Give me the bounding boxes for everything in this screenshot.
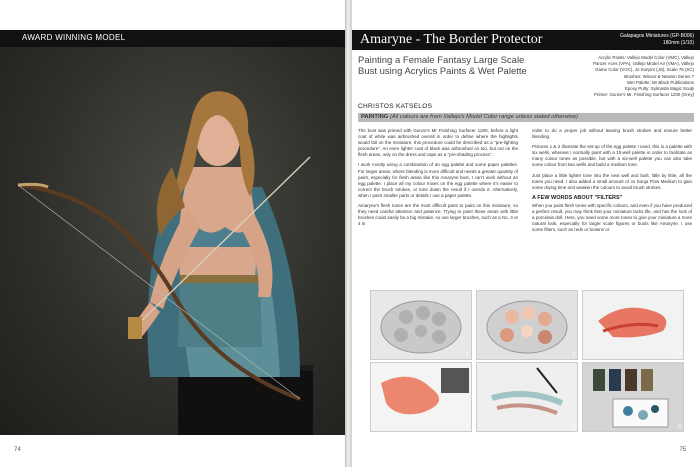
right-page: [352, 0, 700, 467]
bust-photo: [0, 47, 345, 435]
left-page: [0, 0, 345, 467]
materials-line: Acrylic Paints: Vallejo Model Color (VMC), Vallejo: [598, 55, 694, 60]
left-header-label: AWARD WINNING MODEL: [22, 33, 126, 42]
photo-number: 1: [466, 352, 469, 358]
materials-line: Epoxy Putty: Sylmasta Magic Sculp: [624, 86, 694, 92]
section-heading: [361, 114, 578, 120]
publisher-info: [620, 33, 694, 47]
section-bar: [358, 113, 694, 122]
paint-strokes-graphic: [371, 363, 471, 431]
paint-bottles-graphic: [583, 363, 683, 431]
photo-number: 3: [678, 352, 681, 358]
section-note: (All colours are from Vallejo's Model Color range unless stated otherwise): [389, 114, 578, 120]
body-paragraph: When you paint flesh tones with specific colours, and even if you have produced a perfect result, you may think that your miniature lacks life, and has the look of a porcelain doll. Here, you need some more tones to give your miniature a more natural look, especially for larger scale figures or busts like Amaryne. I use some filters, such as reds or browns or: [532, 202, 692, 233]
brush-blending-graphic: [477, 363, 577, 431]
photo-paint-strokes: [370, 362, 472, 432]
paint-swatch-graphic: [583, 291, 683, 359]
left-header-bar: [0, 30, 345, 47]
materials-list: [534, 55, 694, 98]
body-paragraph: order to do a proper job without leaving brush strokes and ensure better blending.: [532, 128, 692, 140]
photo-number: 2: [572, 352, 575, 358]
body-paragraph: Amaryne's flesh tones are the most difficult parts to paint on this miniature, so they need careful attention and patience. Trying to paint these areas with little brushes could easily be a big mistake, so use larger brushes, such as a No. 3 or 4 in: [358, 203, 518, 227]
materials-line: Primer: Gunze's Mr. Finishing Surfacer 1200 (Grey): [594, 92, 694, 98]
body-paragraph: I work mostly using a combination of an egg palette and some paper palettes. For larger areas, where blending is more difficult and needs a greater quantity of paint, especially for flesh areas like this Amaryne bust, I can't work without an egg palette. I place all my colour mixes on the egg palette where it's easier to correct the brush strokes, or tone down the result if I overdo it. Alternatively, when I paint smaller parts or details I use a paper palette.: [358, 162, 518, 198]
body-paragraph: The bust was primed with Gunze's Mr Finishing Surfacer 1200, before a light coat of white was airbrushed overall in order to define where the highlights would fall on the miniature, this procedure could be described as a "pre-lighting procedure". An even lighter coat of black was airbrushed on too, but not on the flesh areas, only on the dress and cape as a "pre-shading process".: [358, 128, 518, 158]
materials-line: Brushes: Winsor & Newton Series 7: [624, 73, 694, 79]
body-paragraph: Just place a little lighter tone into the next well and built, little by little, all the tones you need. I also added a small amount of Jo Sonja Flow Medium to gain some drying time and weaken the colours to avoid brush strokes.: [532, 172, 692, 190]
section-label: PAINTING: [361, 114, 389, 120]
spine-gutter: [345, 0, 352, 467]
author-name: CHRISTOS KATSELOS: [358, 103, 433, 110]
right-page-number: 75: [679, 447, 686, 453]
photo-egg-palette-mixed: [476, 290, 578, 360]
subsection-heading: A FEW WORDS ABOUT "FILTERS": [532, 194, 623, 201]
publisher-line-2: 180mm (1/10): [662, 40, 694, 46]
body-column-2: [532, 128, 692, 237]
article-title: Amaryne - The Border Protector: [360, 32, 543, 47]
photo-paint-bottles: [582, 362, 684, 432]
materials-line: Wet Palette: Mr Black Publications: [626, 79, 694, 85]
photo-paint-swatch: [582, 290, 684, 360]
photo-number: 6: [678, 424, 681, 430]
left-page-number: 74: [14, 447, 21, 453]
materials-line: Panzer Aces (VPA), Vallejo Model Air (VMA), Vallejo: [592, 61, 694, 67]
elf-bust-figure: [0, 47, 345, 435]
photo-number: 4: [466, 424, 469, 430]
photo-egg-palette-empty: [370, 290, 472, 360]
body-paragraph: Pictures 1 & 2 illustrate the set-up of the egg palette I used, this is a palette with six wells, whereas I normally paint with a 10-well palette in order to facilitate as many colour tones as possible, but with a six-well palette you can also take some colour from two wells and build a medium tone.: [532, 144, 692, 168]
photo-number: 5: [572, 424, 575, 430]
photo-brush-blending: [476, 362, 578, 432]
body-column-1: [358, 128, 518, 231]
right-header-bar: [352, 30, 700, 50]
egg-palette-graphic: [371, 291, 471, 359]
materials-line: Game Color (VGC), Jo Sonja's (JS), Scale 75 (SC): [595, 67, 694, 73]
article-subtitle: Painting a Female Fantasy Large Scale Bust using Acrylics Paints & Wet Palette: [358, 55, 527, 77]
publisher-line-1: Galapagos Miniatures (GP-B006): [620, 33, 694, 39]
egg-palette-graphic: [477, 291, 577, 359]
